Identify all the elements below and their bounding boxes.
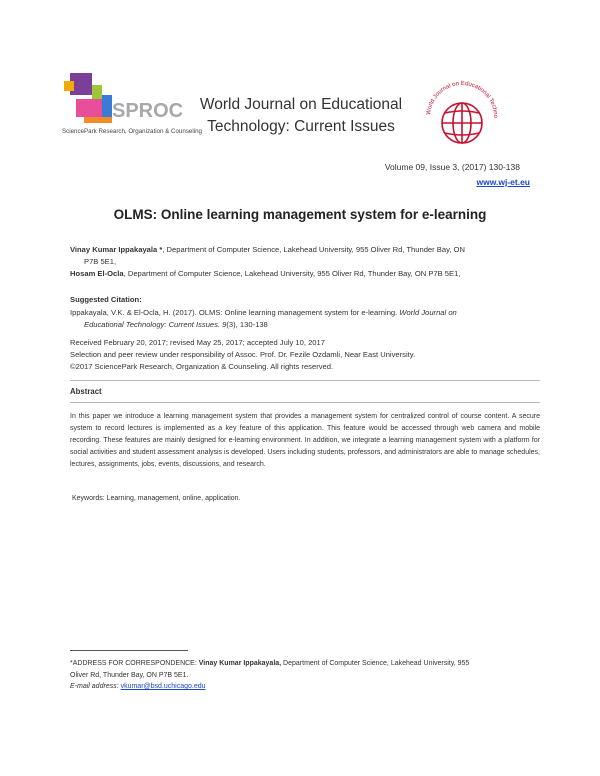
globe-logo [420,75,504,159]
footnote-name: Vinay Kumar Ippakayala, [198,660,282,667]
citation-text: Ippakayala, V.K. & El-Ocla, H. (2017). OLMS: Online learning management system for e-learning. [70,308,400,317]
authors-block [70,244,540,280]
volume-info: Volume 09, Issue 3, (2017) 130-138 [384,162,520,172]
footnote-address-cont: Oliver Rd, Thunder Bay, ON P7B 5E1. [70,671,189,679]
author-1-affiliation-cont: P7B 5E1, [84,257,117,266]
footnote-email-link[interactable]: vkumar@bsd.uchicago.edu [120,683,206,690]
correspondence-footnote [70,658,540,693]
sproc-logo-letters: SPROC [112,100,184,122]
footnote-address: Department of Computer Science, Lakehead University, 955 [281,660,470,667]
received-block [70,337,540,373]
journal-website-link[interactable]: www.wj-et.eu [476,177,530,187]
citation-pages: (3), 130-138 [226,320,268,329]
abstract-text: In this paper we introduce a learning management system that provides a management system for centralized control of course content. A secure system to record lectures is implemented as a key feature of this application. This feature would be accessed through web camera and mobile recording. These features are mainly designed for e-learning environment. In addition, we integrate a learning management system with a platform for social activities and student assessment analysis is developed. Users including students, professors, and administrators are able to manage schedules, lectures, assignments, jobs, events, discussions, and research. [70,413,540,468]
globe-logo-text: World Journal on Educational Techno [425,80,499,119]
abstract-top-divider [70,380,540,381]
footnote-email-label: E-mail address: [70,683,121,690]
journal-title-line2: Technology: Current Issues [207,118,395,135]
journal-title-line1: World Journal on Educational [199,96,403,113]
abstract-bottom-divider [70,402,540,403]
received-dates: Received February 20, 2017; revised May 25, 2017; accepted July 10, 2017 [70,338,325,347]
citation-journal-cont: Educational Technology: Current Issues. 9 [84,320,227,329]
author-1 [70,244,540,256]
author-1-name: Vinay Kumar Ippakayala * [70,245,163,254]
author-1-affiliation: , Department of Computer Science, Lakehead University, 955 Oliver Rd, Thunder Bay, ON [162,245,465,254]
author-2-affiliation: , Department of Computer Science, Lakehead University, 955 Oliver Rd, Thunder Bay, ON P7B 5E1, [123,269,461,278]
author-2 [70,268,540,280]
citation-heading: Suggested Citation: [70,295,142,304]
author-2-name: Hosam El-Ocla [70,269,124,278]
citation-journal: World Journal on [399,308,457,317]
peer-review-note: Selection and peer review under responsibility of Assoc. Prof. Dr. Fezile Ozdamli, Near East University. [70,350,416,359]
keywords: Keywords: Learning, management, online, application. [72,495,241,502]
journal-title [181,94,421,138]
footnote-label: *ADDRESS FOR CORRESPONDENCE: [70,660,199,667]
abstract-heading: Abstract [70,387,102,396]
footnote-divider [70,650,188,651]
sproc-logo-text: SciencePark Research, Organization & Counseling [62,128,202,135]
sproc-logo [62,71,202,141]
svg-text:World Journal on Educational T [420,75,498,119]
copyright-note: ©2017 SciencePark Research, Organization & Counseling. All rights reserved. [70,362,334,371]
paper-title: OLMS: Online learning management system for e-learning [113,207,487,222]
citation-block [70,307,540,331]
